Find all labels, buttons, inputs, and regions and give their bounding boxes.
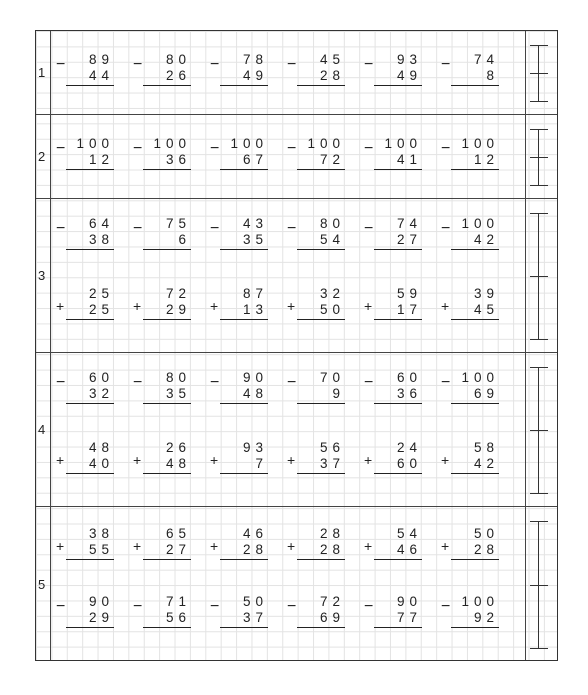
subtrahend-number: 69: [473, 386, 499, 401]
minuend-number: 100: [461, 370, 499, 385]
addition-problem: [287, 441, 349, 481]
minus-sign: −: [133, 140, 143, 157]
minuend-number: 78: [242, 52, 268, 67]
subtrahend-number: 29: [165, 302, 191, 317]
subtrahend-number: 40: [88, 456, 114, 471]
plus-sign: +: [133, 298, 142, 314]
addition-problem: [210, 287, 272, 327]
minuend-number: 59: [396, 286, 422, 301]
answer-line: [297, 249, 345, 250]
subtrahend-number: 56: [165, 610, 191, 625]
answer-line: [143, 85, 191, 86]
subtrahend-number: 41: [396, 152, 422, 167]
plus-sign: +: [210, 538, 219, 554]
subtrahend-number: 37: [242, 610, 268, 625]
answer-line: [451, 169, 499, 170]
score-mark-tick: [530, 367, 548, 368]
subtraction-problem: [441, 217, 503, 257]
task-number: 2: [38, 149, 46, 164]
subtrahend-number: 13: [242, 302, 268, 317]
plus-sign: +: [287, 452, 296, 468]
answer-line: [143, 249, 191, 250]
subtrahend-number: 26: [165, 68, 191, 83]
minuend-number: 60: [396, 370, 422, 385]
minus-sign: −: [364, 220, 374, 237]
subtrahend-number: 12: [88, 152, 114, 167]
answer-line: [220, 559, 268, 560]
subtrahend-number: 32: [88, 386, 114, 401]
addition-problem: [210, 527, 272, 567]
answer-line: [143, 559, 191, 560]
task-row-3: [36, 199, 557, 353]
subtrahend-number: 25: [88, 302, 114, 317]
plus-sign: +: [364, 538, 373, 554]
answer-line: [297, 627, 345, 628]
subtrahend-number: 28: [319, 68, 345, 83]
minuend-number: 74: [473, 52, 499, 67]
subtrahend-number: 6: [178, 232, 191, 247]
subtrahend-number: 46: [396, 542, 422, 557]
answer-line: [374, 249, 422, 250]
minuend-number: 24: [396, 440, 422, 455]
score-mark-tick: [530, 648, 548, 649]
subtraction-problem: [133, 371, 195, 411]
answer-line: [143, 627, 191, 628]
score-mark-icon: [530, 45, 548, 101]
subtrahend-number: 36: [396, 386, 422, 401]
answer-line: [297, 319, 345, 320]
addition-problem: [133, 527, 195, 567]
minus-sign: −: [287, 140, 297, 157]
subtrahend-number: 29: [88, 610, 114, 625]
subtraction-problem: [133, 217, 195, 257]
minus-sign: −: [287, 598, 297, 615]
subtrahend-number: 49: [242, 68, 268, 83]
minus-sign: −: [133, 374, 143, 391]
subtraction-problem: [56, 371, 118, 411]
subtraction-problem: [56, 217, 118, 257]
subtraction-problem: [287, 53, 349, 93]
minuend-number: 74: [396, 216, 422, 231]
score-mark-tick: [530, 45, 548, 46]
score-mark-tick: [530, 430, 548, 431]
task-row-4: [36, 353, 557, 507]
plus-sign: +: [56, 452, 65, 468]
subtrahend-number: 72: [319, 152, 345, 167]
subtrahend-number: 27: [396, 232, 422, 247]
minuend-number: 54: [396, 526, 422, 541]
minuend-number: 100: [230, 136, 268, 151]
task-row-2: [36, 115, 557, 199]
minuend-number: 71: [165, 594, 191, 609]
minuend-number: 39: [473, 286, 499, 301]
minuend-number: 80: [165, 52, 191, 67]
plus-sign: +: [210, 298, 219, 314]
subtraction-problem: [210, 53, 272, 93]
answer-line: [451, 249, 499, 250]
minuend-number: 100: [461, 136, 499, 151]
addition-problem: [441, 287, 503, 327]
score-mark-tick: [530, 157, 548, 158]
subtraction-problem: [133, 137, 195, 177]
score-mark-tick: [530, 521, 548, 522]
answer-line: [143, 319, 191, 320]
minus-sign: −: [210, 220, 220, 237]
subtrahend-number: 42: [473, 456, 499, 471]
answer-line: [297, 403, 345, 404]
minuend-number: 25: [88, 286, 114, 301]
subtrahend-number: 49: [396, 68, 422, 83]
minuend-number: 58: [473, 440, 499, 455]
subtrahend-number: 48: [242, 386, 268, 401]
minus-sign: −: [364, 56, 374, 73]
subtraction-problem: [56, 53, 118, 93]
minuend-number: 100: [153, 136, 191, 151]
addition-problem: [364, 441, 426, 481]
answer-line: [66, 319, 114, 320]
answer-line: [374, 473, 422, 474]
task-number: 4: [38, 422, 46, 437]
answer-line: [143, 403, 191, 404]
answer-line: [143, 473, 191, 474]
minus-sign: −: [56, 56, 66, 73]
minuend-number: 89: [88, 52, 114, 67]
subtrahend-number: 38: [88, 232, 114, 247]
answer-line: [297, 559, 345, 560]
addition-problem: [56, 527, 118, 567]
answer-line: [66, 627, 114, 628]
answer-line: [66, 473, 114, 474]
minus-sign: −: [133, 598, 143, 615]
answer-line: [220, 319, 268, 320]
task-number: 1: [38, 65, 46, 80]
addition-problem: [210, 441, 272, 481]
minus-sign: −: [56, 598, 66, 615]
addition-problem: [56, 441, 118, 481]
subtrahend-number: 27: [165, 542, 191, 557]
plus-sign: +: [133, 538, 142, 554]
minuend-number: 28: [319, 526, 345, 541]
minuend-number: 43: [242, 216, 268, 231]
score-mark-tick: [530, 493, 548, 494]
minuend-number: 32: [319, 286, 345, 301]
subtrahend-number: 42: [473, 232, 499, 247]
answer-line: [297, 473, 345, 474]
worksheet-grid: [35, 30, 558, 661]
minuend-number: 93: [242, 440, 268, 455]
minus-sign: −: [364, 598, 374, 615]
minus-sign: −: [441, 56, 451, 73]
answer-line: [220, 627, 268, 628]
subtrahend-number: 48: [165, 456, 191, 471]
plus-sign: +: [441, 298, 450, 314]
subtrahend-number: 77: [396, 610, 422, 625]
subtraction-problem: [364, 595, 426, 635]
task-row-1: [36, 31, 557, 115]
subtraction-problem: [56, 595, 118, 635]
minuend-number: 100: [461, 594, 499, 609]
minuend-number: 90: [242, 370, 268, 385]
minuend-number: 75: [165, 216, 191, 231]
subtraction-problem: [364, 217, 426, 257]
answer-line: [220, 249, 268, 250]
answer-line: [451, 473, 499, 474]
answer-line: [143, 169, 191, 170]
addition-problem: [133, 441, 195, 481]
minus-sign: −: [210, 140, 220, 157]
subtraction-problem: [210, 137, 272, 177]
minus-sign: −: [287, 56, 297, 73]
subtraction-problem: [441, 137, 503, 177]
addition-problem: [364, 287, 426, 327]
answer-line: [374, 559, 422, 560]
score-mark-tick: [530, 213, 548, 214]
score-mark-tick: [530, 101, 548, 102]
addition-problem: [287, 527, 349, 567]
subtrahend-number: 60: [396, 456, 422, 471]
answer-line: [451, 403, 499, 404]
addition-problem: [441, 441, 503, 481]
subtrahend-number: 28: [242, 542, 268, 557]
answer-line: [66, 85, 114, 86]
subtraction-problem: [287, 595, 349, 635]
plus-sign: +: [364, 452, 373, 468]
subtrahend-number: 45: [473, 302, 499, 317]
minuend-number: 90: [88, 594, 114, 609]
minus-sign: −: [56, 140, 66, 157]
answer-line: [220, 473, 268, 474]
score-mark-tick: [530, 276, 548, 277]
task-number: 5: [38, 576, 46, 592]
minuend-number: 100: [461, 216, 499, 231]
minus-sign: −: [210, 374, 220, 391]
subtrahend-number: 7: [255, 456, 268, 471]
answer-line: [220, 85, 268, 86]
subtrahend-number: 67: [242, 152, 268, 167]
subtraction-problem: [364, 53, 426, 93]
minuend-number: 100: [307, 136, 345, 151]
subtrahend-number: 28: [319, 542, 345, 557]
minuend-number: 72: [319, 594, 345, 609]
subtrahend-number: 9: [332, 386, 345, 401]
answer-line: [374, 169, 422, 170]
subtraction-problem: [210, 217, 272, 257]
minuend-number: 60: [88, 370, 114, 385]
minuend-number: 90: [396, 594, 422, 609]
minus-sign: −: [56, 374, 66, 391]
minus-sign: −: [133, 220, 143, 237]
subtraction-problem: [287, 137, 349, 177]
plus-sign: +: [56, 298, 65, 314]
answer-line: [220, 403, 268, 404]
minuend-number: 56: [319, 440, 345, 455]
minuend-number: 100: [384, 136, 422, 151]
minuend-number: 45: [319, 52, 345, 67]
minuend-number: 50: [473, 526, 499, 541]
answer-line: [297, 85, 345, 86]
score-mark-tick: [530, 585, 548, 586]
subtraction-problem: [287, 371, 349, 411]
minuend-number: 65: [165, 526, 191, 541]
subtrahend-number: 37: [319, 456, 345, 471]
minus-sign: −: [441, 140, 451, 157]
minuend-number: 48: [88, 440, 114, 455]
addition-problem: [133, 287, 195, 327]
minuend-number: 87: [242, 286, 268, 301]
plus-sign: +: [287, 538, 296, 554]
subtrahend-number: 92: [473, 610, 499, 625]
answer-line: [374, 85, 422, 86]
subtraction-problem: [133, 53, 195, 93]
minuend-number: 50: [242, 594, 268, 609]
subtrahend-number: 12: [473, 152, 499, 167]
minus-sign: −: [210, 56, 220, 73]
subtrahend-number: 28: [473, 542, 499, 557]
minus-sign: −: [441, 598, 451, 615]
answer-line: [297, 169, 345, 170]
answer-line: [374, 627, 422, 628]
subtrahend-number: 69: [319, 610, 345, 625]
subtraction-problem: [210, 595, 272, 635]
task-row-5: [36, 507, 557, 662]
subtrahend-number: 8: [486, 68, 499, 83]
minus-sign: −: [56, 220, 66, 237]
task-number: 3: [38, 268, 46, 283]
answer-line: [374, 319, 422, 320]
subtrahend-number: 54: [319, 232, 345, 247]
subtraction-problem: [287, 217, 349, 257]
score-mark-icon: [530, 129, 548, 185]
answer-line: [374, 403, 422, 404]
minus-sign: −: [287, 220, 297, 237]
score-mark-icon: [530, 521, 548, 648]
minus-sign: −: [441, 220, 451, 237]
minus-sign: −: [287, 374, 297, 391]
plus-sign: +: [441, 538, 450, 554]
subtraction-problem: [56, 137, 118, 177]
minuend-number: 38: [88, 526, 114, 541]
subtraction-problem: [364, 137, 426, 177]
plus-sign: +: [133, 452, 142, 468]
minuend-number: 72: [165, 286, 191, 301]
score-mark-tick: [530, 129, 548, 130]
subtrahend-number: 55: [88, 542, 114, 557]
answer-line: [451, 319, 499, 320]
plus-sign: +: [364, 298, 373, 314]
subtrahend-number: 35: [242, 232, 268, 247]
addition-problem: [364, 527, 426, 567]
score-mark-tick: [530, 73, 548, 74]
minus-sign: −: [133, 56, 143, 73]
score-mark-icon: [530, 367, 548, 493]
plus-sign: +: [210, 452, 219, 468]
answer-line: [451, 627, 499, 628]
score-mark-tick: [530, 339, 548, 340]
minuend-number: 64: [88, 216, 114, 231]
minuend-number: 93: [396, 52, 422, 67]
minuend-number: 70: [319, 370, 345, 385]
subtrahend-number: 44: [88, 68, 114, 83]
subtrahend-number: 35: [165, 386, 191, 401]
subtraction-problem: [441, 371, 503, 411]
answer-line: [220, 169, 268, 170]
answer-line: [451, 85, 499, 86]
subtraction-problem: [441, 595, 503, 635]
addition-problem: [56, 287, 118, 327]
answer-line: [66, 403, 114, 404]
minuend-number: 26: [165, 440, 191, 455]
addition-problem: [287, 287, 349, 327]
plus-sign: +: [56, 538, 65, 554]
minuend-number: 80: [165, 370, 191, 385]
minuend-number: 80: [319, 216, 345, 231]
minus-sign: −: [210, 598, 220, 615]
answer-line: [66, 249, 114, 250]
plus-sign: +: [287, 298, 296, 314]
minus-sign: −: [441, 374, 451, 391]
score-mark-tick: [530, 185, 548, 186]
subtrahend-number: 36: [165, 152, 191, 167]
minuend-number: 100: [76, 136, 114, 151]
plus-sign: +: [441, 452, 450, 468]
answer-line: [66, 169, 114, 170]
answer-line: [66, 559, 114, 560]
minus-sign: −: [364, 140, 374, 157]
minuend-number: 46: [242, 526, 268, 541]
subtraction-problem: [210, 371, 272, 411]
score-mark-icon: [530, 213, 548, 339]
answer-line: [451, 559, 499, 560]
subtraction-problem: [364, 371, 426, 411]
subtrahend-number: 17: [396, 302, 422, 317]
minus-sign: −: [364, 374, 374, 391]
subtraction-problem: [441, 53, 503, 93]
addition-problem: [441, 527, 503, 567]
subtrahend-number: 50: [319, 302, 345, 317]
subtraction-problem: [133, 595, 195, 635]
